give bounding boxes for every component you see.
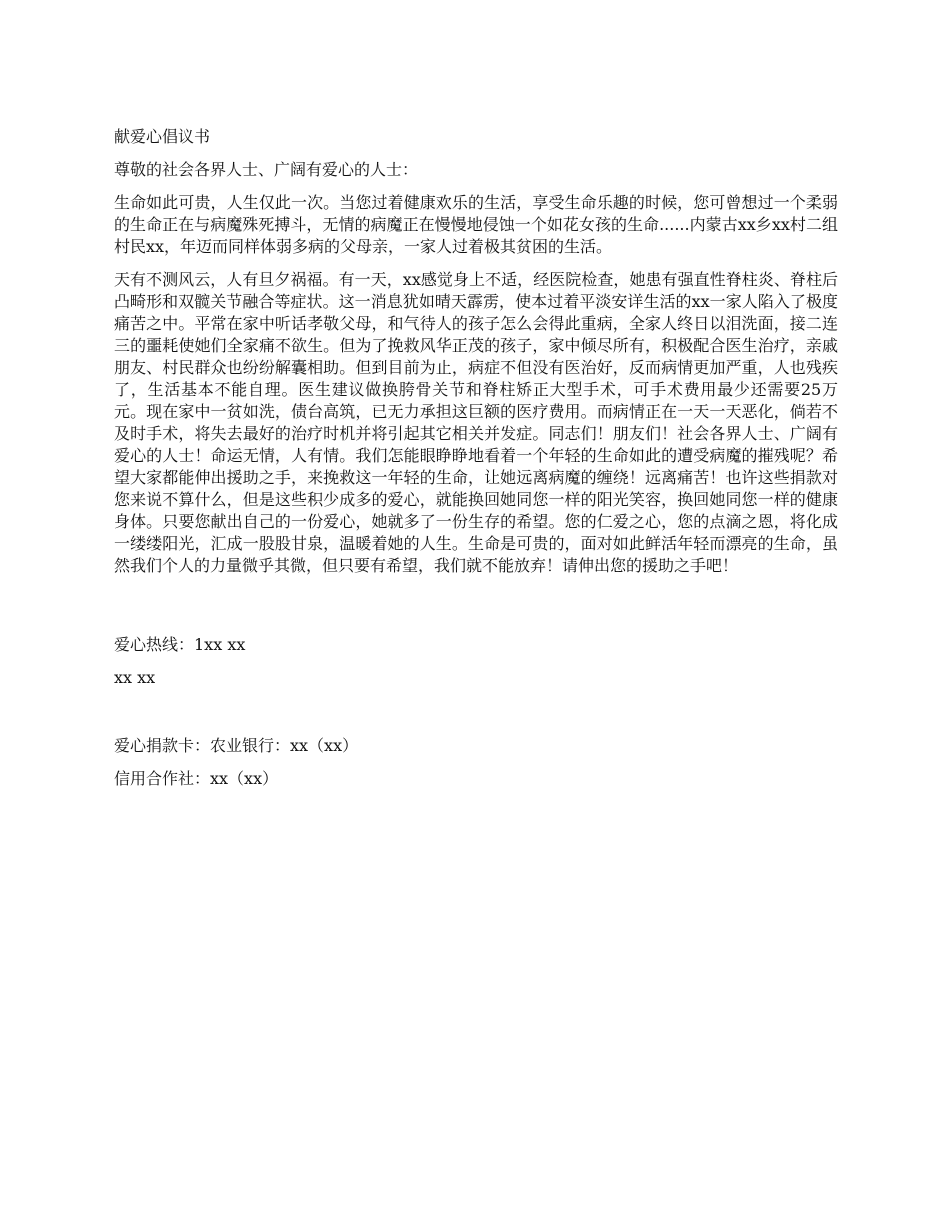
body-paragraph-2: 天有不测风云，人有旦夕祸福。有一天，xx感觉身上不适，经医院检查，她患有强直性脊柱炎、脊柱后凸畸形和双髋关节融合等症状。这一消息犹如晴天霹雳，使本过着平淡安详生活的xx一家人陷入了极度痛苦之中。平常在家中听话孝敬父母，和气待人的孩子怎么会得此重病，全家人终日以泪洗面，接二连三的噩耗使她们全家痛不欲生。但为了挽救风华正茂的孩子，家中倾尽所有，积极配合医生治疗，亲戚朋友、村民群众也纷纷解囊相助。但到目前为止，病症不但没有医治好，反而病情更加严重，人也残疾了，生活基本不能自理。医生建议做换胯骨关节和脊柱矫正大型手术，可手术费用最少还需要25万元。现在家中一贫如洗，债台高筑，已无力承担这巨额的医疗费用。而病情正在一天一天恶化，倘若不及时手术，将失去最好的治疗时机并将引起其它相关并发症。同志们！朋友们！社会各界人士、广阔有爱心的人士！命运无情，人有情。我们怎能眼睁睁地看着一个年轻的生命如此的遭受病魔的摧残呢？希望大家都能伸出援助之手，来挽救这一年轻的生命，让她远离病魔的缠绕！远离痛苦！也许这些捐款对您来说不算什么，但是这些积少成多的爱心，就能换回她同您一样的阳光笑容，换回她同您一样的健康身体。只要您献出自己的一份爱心，她就多了一份生存的希望。您的仁爱之心，您的点滴之恩，将化成一缕缕阳光，汇成一股股甘泉，温暖着她的人生。生命是可贵的，面对如此鲜活年轻而漂亮的生命，虽然我们个人的力量微乎其微，但只要有希望，我们就不能放弃！请伸出您的援助之手吧！ (114, 270, 838, 575)
credit-union-line: 信用合作社：xx（xx） (114, 769, 279, 788)
document-title: 献爱心倡议书 (114, 127, 211, 146)
spacer (114, 588, 838, 634)
document-page (114, 126, 838, 801)
salutation: 尊敬的社会各界人士、广阔有爱心的人士： (114, 160, 419, 179)
bank-card-line: 爱心捐款卡：农业银行：xx（xx） (114, 736, 359, 755)
spacer (114, 700, 838, 735)
hotline-line-1: 爱心热线：1xx xx (114, 635, 246, 654)
body-paragraph-1: 生命如此可贵，人生仅此一次。当您过着健康欢乐的生活，享受生命乐趣的时候，您可曾想过一个柔弱的生命正在与病魔殊死搏斗，无情的病魔正在慢慢地侵蚀一个如花女孩的生命......内蒙古xx乡xx村二组村民xx，年迈而同样体弱多病的父母亲，一家人过着极其贫困的生活。 (114, 193, 838, 256)
hotline-line-2: xx xx (114, 668, 156, 687)
